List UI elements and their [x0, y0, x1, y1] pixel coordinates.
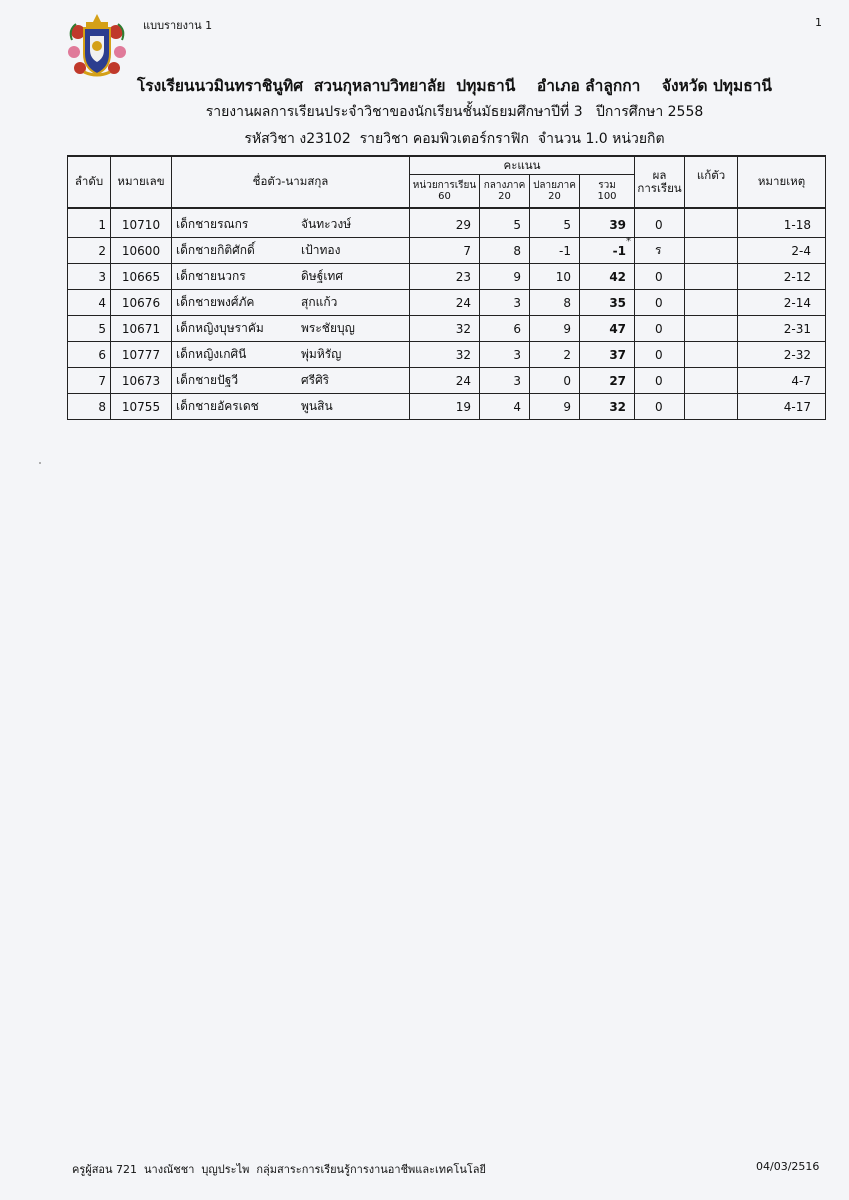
cell-midterm-score: 9 — [480, 264, 530, 290]
table-row — [68, 238, 826, 264]
total-value: 32 — [609, 399, 627, 414]
first-name: เด็กชายกิติศักดิ์ — [176, 243, 255, 257]
cell-remedial — [685, 290, 738, 316]
table-row — [68, 212, 826, 238]
cell-no: 5 — [68, 316, 111, 342]
cell-student-id: 10755 — [111, 394, 172, 420]
footer-date: 04/03/2516 — [756, 1160, 820, 1173]
scan-speck — [39, 462, 41, 464]
cell-student-id: 10671 — [111, 316, 172, 342]
cell-remark: 4-7 — [738, 368, 826, 394]
result-header-line1: ผล — [652, 167, 667, 182]
cell-final-score: 8 — [530, 290, 580, 316]
total-value: -1 — [612, 243, 627, 258]
cell-result: ร — [635, 238, 685, 264]
first-name: เด็กชายปัฐวี — [176, 373, 239, 387]
cell-unit-score: 24 — [410, 368, 480, 394]
first-name: เด็กหญิงบุษราคัม — [176, 321, 264, 335]
cell-midterm-score: 3 — [480, 342, 530, 368]
cell-name — [172, 212, 410, 238]
cell-final-score: 2 — [530, 342, 580, 368]
total-label: รวม — [598, 179, 616, 191]
form-label: แบบรายงาน 1 — [143, 19, 213, 32]
cell-remark: 2-14 — [738, 290, 826, 316]
cell-no: 8 — [68, 394, 111, 420]
report-title: รายงานผลการเรียนประจำวิชาของนักเรียนชั้นมัธยมศึกษาปีที่ 3 ปีการศึกษา 2558 — [205, 104, 704, 120]
cell-name — [172, 264, 410, 290]
col-header-result — [635, 156, 685, 208]
last-name: สุกแก้ว — [301, 295, 338, 309]
cell-remark: 4-17 — [738, 394, 826, 420]
final-max: 20 — [548, 191, 561, 202]
cell-no: 6 — [68, 342, 111, 368]
final-label: ปลายภาค — [533, 179, 576, 191]
total-value: 39 — [609, 217, 627, 232]
table-row — [68, 394, 826, 420]
last-name: เป้าทอง — [301, 243, 341, 257]
cell-remedial — [685, 316, 738, 342]
cell-student-id: 10777 — [111, 342, 172, 368]
col-header-midterm — [480, 175, 530, 209]
cell-name — [172, 316, 410, 342]
cell-result: 0 — [635, 212, 685, 238]
cell-remark: 1-18 — [738, 212, 826, 238]
cell-result: 0 — [635, 290, 685, 316]
cell-result: 0 — [635, 264, 685, 290]
cell-unit-score: 29 — [410, 212, 480, 238]
cell-final-score: 0 — [530, 368, 580, 394]
total-value: 47 — [609, 321, 627, 336]
cell-no: 1 — [68, 212, 111, 238]
cell-name — [172, 290, 410, 316]
first-name: เด็กชายนวกร — [176, 269, 246, 283]
cell-midterm-score: 3 — [480, 368, 530, 394]
midterm-label: กลางภาค — [483, 179, 526, 191]
cell-midterm-score: 3 — [480, 290, 530, 316]
col-header-name: ชื่อตัว-นามสกุล — [172, 156, 410, 208]
cell-final-score: 9 — [530, 394, 580, 420]
cell-total-score — [580, 394, 635, 420]
cell-remedial — [685, 238, 738, 264]
col-header-student-id: หมายเลข — [111, 156, 172, 208]
last-name: พระชัยบุญ — [301, 321, 355, 335]
cell-student-id: 10710 — [111, 212, 172, 238]
col-header-total — [580, 175, 635, 209]
cell-remedial — [685, 394, 738, 420]
cell-remedial — [685, 212, 738, 238]
last-name: พุ่มหิรัญ — [301, 347, 342, 361]
cell-no: 4 — [68, 290, 111, 316]
subject-line: รหัสวิชา ง23102 รายวิชา คอมพิวเตอร์กราฟิก จำนวน 1.0 หน่วยกิต — [244, 131, 665, 147]
result-header-line2: การเรียน — [637, 181, 682, 195]
midterm-max: 20 — [498, 191, 511, 202]
cell-remark: 2-12 — [738, 264, 826, 290]
cell-name — [172, 394, 410, 420]
col-header-remedial: แก้ตัว — [685, 156, 738, 208]
cell-result: 0 — [635, 342, 685, 368]
col-header-final — [530, 175, 580, 209]
page-number: 1 — [815, 16, 822, 29]
cell-midterm-score: 8 — [480, 238, 530, 264]
table-row — [68, 368, 826, 394]
total-value: 35 — [609, 295, 627, 310]
cell-remedial — [685, 264, 738, 290]
cell-total-score — [580, 342, 635, 368]
cell-final-score: 10 — [530, 264, 580, 290]
total-value: 27 — [609, 373, 627, 388]
cell-total-score — [580, 264, 635, 290]
cell-remark: 2-32 — [738, 342, 826, 368]
flag-asterisk: * — [626, 236, 632, 247]
cell-no: 3 — [68, 264, 111, 290]
cell-student-id: 10600 — [111, 238, 172, 264]
table-row — [68, 316, 826, 342]
cell-name — [172, 342, 410, 368]
last-name: ศรีศิริ — [301, 373, 330, 387]
cell-unit-score: 32 — [410, 342, 480, 368]
col-header-unit — [410, 175, 480, 209]
first-name: เด็กชายรณกร — [176, 217, 249, 231]
cell-final-score: -1 — [530, 238, 580, 264]
first-name: เด็กหญิงเกศินี — [176, 347, 247, 361]
cell-unit-score: 19 — [410, 394, 480, 420]
total-value: 37 — [609, 347, 627, 362]
cell-unit-score: 23 — [410, 264, 480, 290]
cell-result: 0 — [635, 394, 685, 420]
table-row — [68, 264, 826, 290]
cell-no: 2 — [68, 238, 111, 264]
first-name: เด็กชายพงศ์ภัค — [176, 295, 255, 309]
cell-name — [172, 238, 410, 264]
cell-result: 0 — [635, 368, 685, 394]
school-emblem-icon — [64, 10, 130, 78]
cell-remedial — [685, 368, 738, 394]
col-header-score-group: คะแนน — [410, 156, 635, 175]
last-name: ดิษฐ์เทศ — [301, 269, 343, 283]
cell-name — [172, 368, 410, 394]
col-header-remark: หมายเหตุ — [738, 156, 826, 208]
cell-total-score — [580, 290, 635, 316]
cell-total-score — [580, 212, 635, 238]
cell-no: 7 — [68, 368, 111, 394]
school-title: โรงเรียนนวมินทราชินูทิศ สวนกุหลาบวิทยาลัย ปทุมธานี อำเภอ ลำลูกกา จังหวัด ปทุมธานี — [136, 77, 772, 95]
cell-remark: 2-4 — [738, 238, 826, 264]
cell-midterm-score: 5 — [480, 212, 530, 238]
cell-unit-score: 7 — [410, 238, 480, 264]
cell-final-score: 5 — [530, 212, 580, 238]
grades-table — [67, 155, 826, 420]
cell-remedial — [685, 342, 738, 368]
table-row — [68, 290, 826, 316]
cell-student-id: 10673 — [111, 368, 172, 394]
cell-unit-score: 24 — [410, 290, 480, 316]
cell-remark: 2-31 — [738, 316, 826, 342]
table-row — [68, 342, 826, 368]
total-value: 42 — [609, 269, 627, 284]
last-name: พูนสิน — [301, 399, 333, 413]
total-max: 100 — [597, 191, 617, 202]
cell-student-id: 10665 — [111, 264, 172, 290]
unit-max: 60 — [438, 191, 451, 202]
cell-midterm-score: 4 — [480, 394, 530, 420]
cell-student-id: 10676 — [111, 290, 172, 316]
cell-total-score — [580, 368, 635, 394]
cell-result: 0 — [635, 316, 685, 342]
cell-total-score — [580, 316, 635, 342]
cell-midterm-score: 6 — [480, 316, 530, 342]
first-name: เด็กชายอัครเดช — [176, 399, 259, 413]
col-header-no: ลำดับ — [68, 156, 111, 208]
last-name: จันทะวงษ์ — [301, 217, 352, 231]
cell-final-score: 9 — [530, 316, 580, 342]
cell-total-score — [580, 238, 635, 264]
cell-unit-score: 32 — [410, 316, 480, 342]
footer-teacher: ครูผู้สอน 721 นางณัชชา บุญประไพ กลุ่มสาระการเรียนรู้การงานอาชีพและเทคโนโลยี — [72, 1163, 486, 1176]
unit-label: หน่วยการเรียน — [412, 179, 477, 191]
